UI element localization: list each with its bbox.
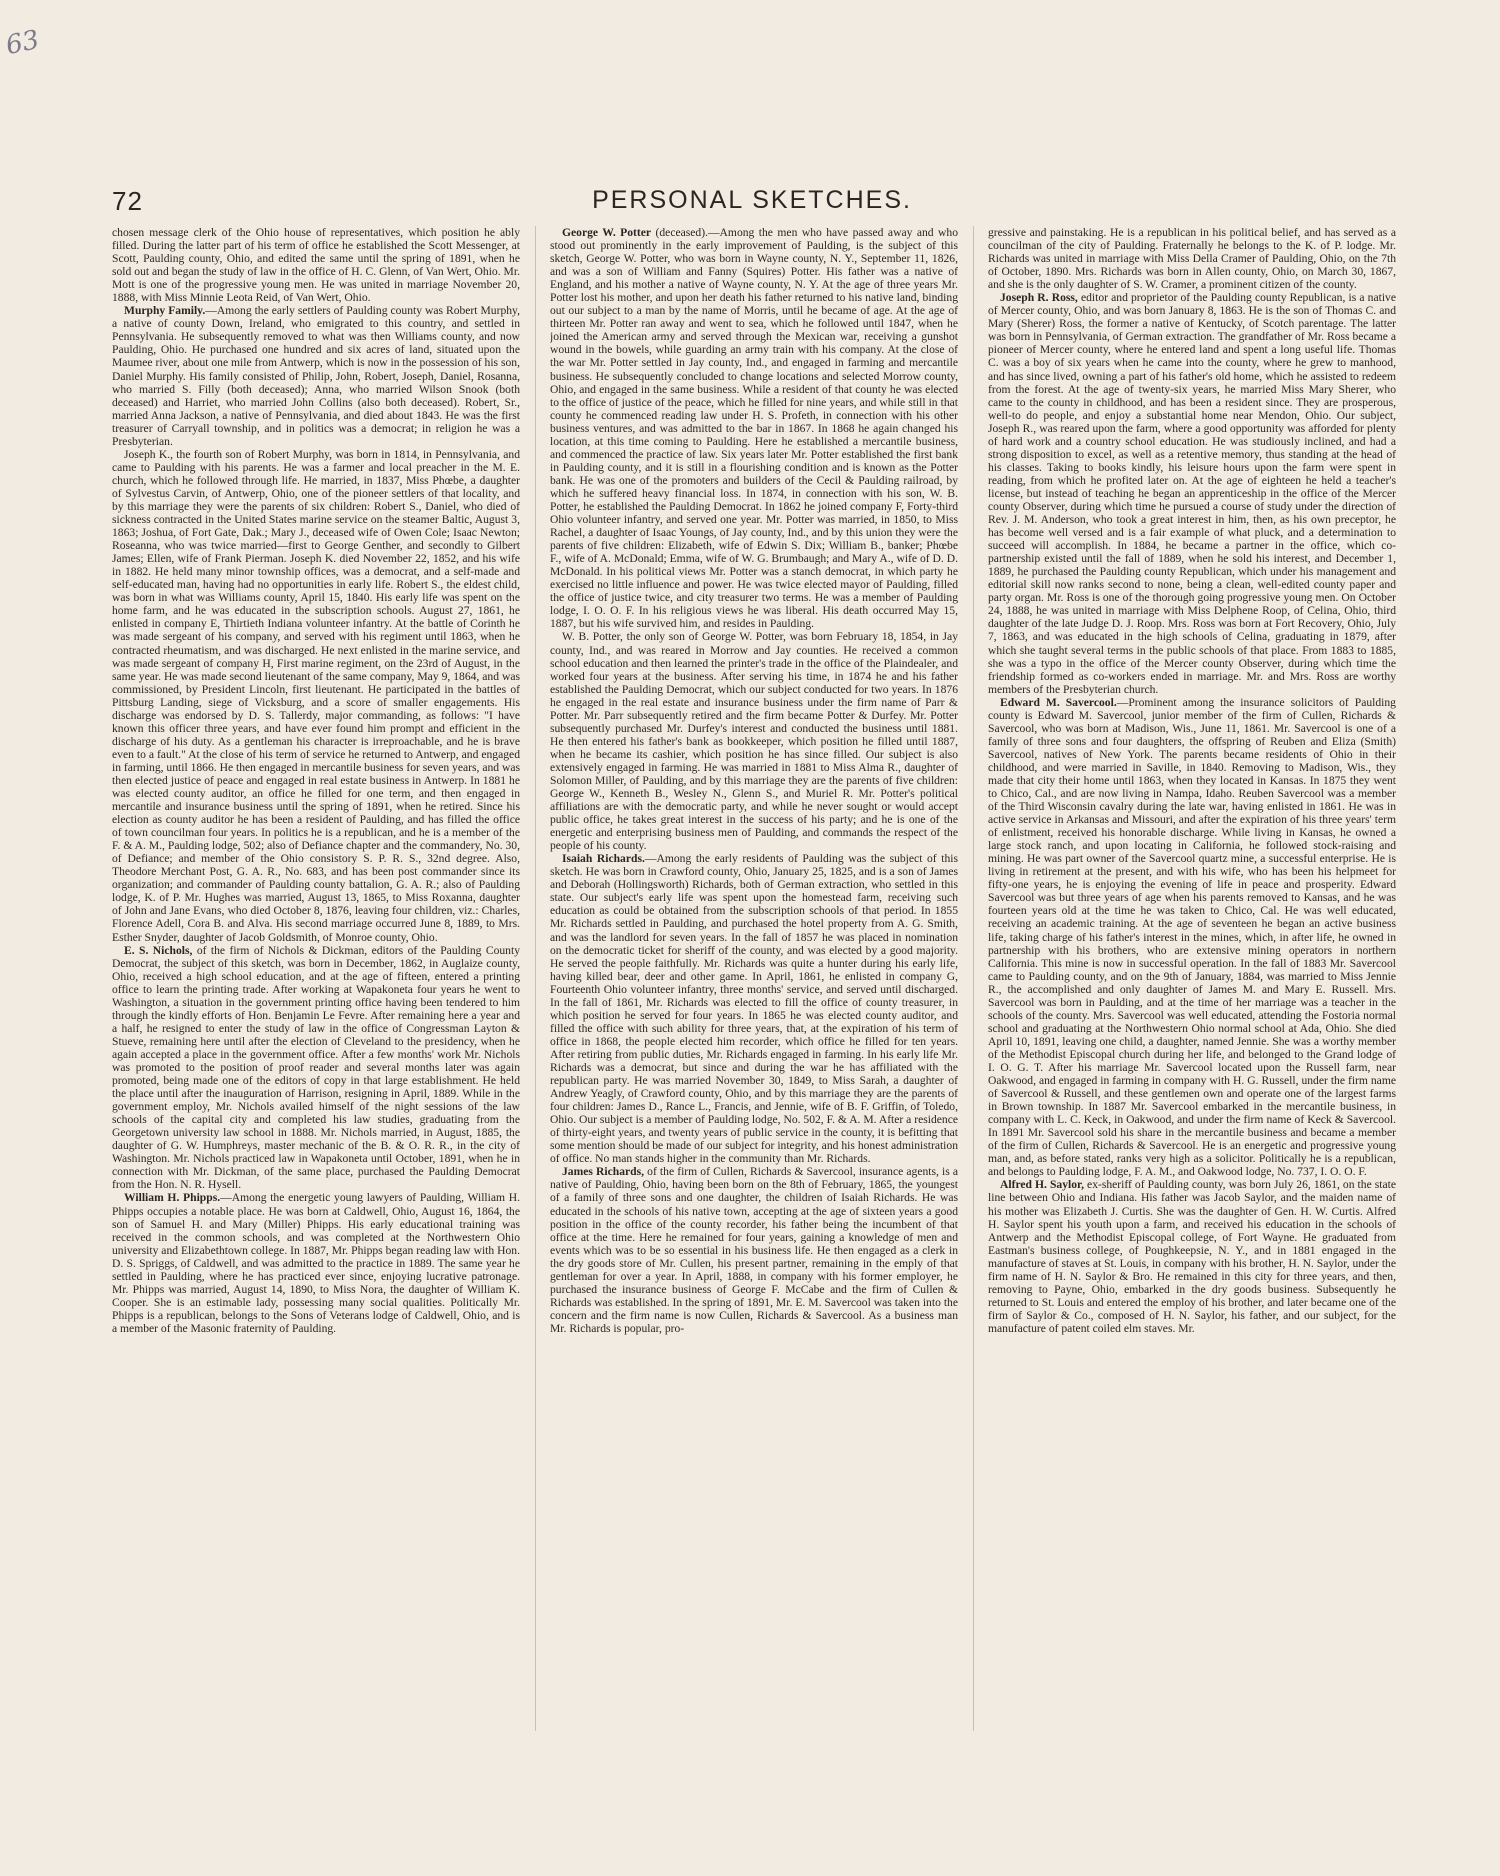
sketch-text: —Among the early residents of Paulding was the subject of this sketch. He was born in Crawford county, Ohio, January 25, 1825, and is a son of James and Deborah (Hollingsworth) Richards, both of German extraction, who settled in this state. Our subject's early life was spent upon the homestead farm, receiving such education as could be obtained from the subscription schools of that period. In 1855 Mr. Richards settled in Paulding, and purchased the hotel property from A. G. Smith, and was the landlord for seven years. In the fall of 1857 he was placed in nomination on the democratic ticket for sheriff of the county, and was elected by a good majority. He served the people faithfully. Mr. Richards was quite a hunter during his early life, having killed bear, deer and other game. In April, 1861, he enlisted in company G, Fourteenth Ohio volunteer infantry, three months' service, and served until discharged. In the fall of 1861, Mr. Richards was elected to fill the office of county treasurer, in which position he served for four years. In 1865 he was elected county auditor, and filled the office with such ability for three years, that, at the expiration of his term of office in 1868, the people elected him recorder, which office he filled for ten years. After retiring from public duties, Mr. Richards engaged in farming. In his early life Mr. Richards was a democrat, but since and during the war he has affiliated with the republican party. He was married November 30, 1849, to Miss Sarah, a daughter of Andrew Yeagly, of Crawford county, Ohio, and by this marriage they are the parents of four children: James D., Rance L., Francis, and Jennie, wife of B. F. Griffin, of Toledo, Ohio. Our subject is a member of Paulding lodge, No. 502, F. & A. M. After a residence of thirty-eight years, and twenty years of public service in the county, it is befitting that some mention should be made of our subject for integrity, and his honest administration of office. No man stands higher in the community than Mr. Richards. (550, 852, 958, 1166)
sketch-text: —Prominent among the insurance solicitors of Paulding county is Edward M. Savercool, junior member of the firm of Cullen, Richards & Savercool, who was born at Madison, Wis., June 11, 1861. Mr. Savercool is one of a family of three sons and four daughters, the offspring of Reuben and Eliza (Smith) Savercool, natives of New York. The parents became residents of Ohio in their childhood, and were married in Saville, in 1840. Removing to Madison, Wis., they made that city their home until 1863, when they located in Kansas. In 1875 they went to Chico, Cal., and are now living in Nampa, Idaho. Reuben Savercool was a member of the Third Wisconsin cavalry during the late war, having enlisted in 1861. He was in active service in Arkansas and Missouri, and after the expiration of his three years' term of enlistment, received his honorable discharge. While living in Kansas, he owned a large stock ranch, and upon locating in California, he followed stock-raising and mining. He was part owner of the Savercool quartz mine, a successful enterprise. He is living in retirement at the present, and with his wife, who has been his helpmeet for fifty-one years, he is enjoying the evening of life in peace and prosperity. Edward Savercool was but three years of age when his parents removed to Kansas, and he was fourteen years old at the time he was taken to Chico, Cal. He was well educated, receiving an academic training. At the age of seventeen he began an active business life, taking charge of his father's interest in the mines, which, in after life, he owned in partnership with his brothers, who are extensive mining operators in northern California. This mine is now in successful operation. In the fall of 1883 Mr. Savercool came to Paulding county, and on the 9th of January, 1884, was married to Miss Jennie R., the accomplished and only daughter of James M. and Mary E. Russell. Mrs. Savercool was born in Paulding, and at the time of her marriage was a teacher in the schools of the county. Mrs. Savercool was well educated, attending the Fostoria normal school and graduating at the Northwestern Ohio normal school at Ada, Ohio. She died April 10, 1891, leaving one child, a daughter, named Jennie. She was a worthy member of the Methodist Episcopal church during her life, and belonged to the Grand lodge of I. O. G. T. After his marriage Mr. Savercool located upon the Russell farm, near Oakwood, and engaged in farming in company with H. G. Russell, under the firm name of Savercool & Russell, and these gentlemen own and operate one of the largest farms in Brown township. In 1887 Mr. Savercool embarked in the mercantile business, in company with L. C. Keck, in Oakwood, and under the firm name of Keck & Savercool. In 1891 Mr. Savercool sold his share in the mercantile business and became a member of the firm of Cullen, Richards & Savercool. He is an energetic and progressive young man, and, as before stated, ranks very high as a solicitor. Politically he is a republican, and belongs to Paulding lodge, F. A. M., and Oakwood lodge, No. 737, I. O. O. F. (988, 695, 1396, 1179)
sketch-paragraph (550, 226, 958, 630)
sketch-text: —Among the early settlers of Paulding county was Robert Murphy, a native of county Down, Ireland, who emigrated to this country, and settled in Pennsylvania. He subsequently removed to what was then Williams county, and now Paulding, Ohio. He purchased one hundred and six acres of land, situated upon the Maumee river, about one mile from Antwerp, which is now in the possession of his son, Daniel Murphy. His family consisted of Philip, John, Robert, Joseph, Daniel, Rosanna, who married S. Filly (both deceased); Anna, who married Wilson Snook (both deceased) and Harriet, who married John Collins (also both deceased). Robert, Sr., married Anna Jackson, a native of Pennsylvania, and died about 1843. He was the first treasurer of Carryall township, and in politics was a democrat; in religion he was a Presbyterian. (112, 304, 520, 448)
sketch-paragraph (112, 304, 520, 448)
sketch-text: —Among the energetic young lawyers of Paulding, William H. Phipps occupies a notable place. He was born at Caldwell, Ohio, August 16, 1864, the son of Samuel H. and Mary (Miller) Phipps. His early educational training was received in the common schools, and was completed at the Northwestern Ohio university and Elizabethtown college. In 1887, Mr. Phipps began reading law with Hon. D. S. Spriggs, of Caldwell, and was admitted to the practice in 1889. The same year he settled in Paulding, where he has practiced ever since, enjoying lucrative patronage. Mr. Phipps was married, August 14, 1890, to Miss Nora, the daughter of William K. Cooper. She is an estimable lady, possessing many social qualities. Politically Mr. Phipps is a republican, belongs to the Sons of Veterans lodge of Caldwell, Ohio, and is a member of the Masonic fraternity of Paulding. (112, 1191, 520, 1335)
sketch-subject-name: James Richards, (562, 1165, 645, 1179)
column-divider (973, 226, 974, 1731)
sketch-subject-name: William H. Phipps. (124, 1191, 221, 1205)
sketch-paragraph (550, 1165, 958, 1335)
column-divider (535, 226, 536, 1731)
sketch-text: (deceased).—Among the men who have passed away and who stood out prominently in the early improvement of Paulding, is the subject of this sketch, George W. Potter, who was born in Wayne county, N. Y., September 11, 1826, and was a son of William and Fanny (Squires) Potter. His father was a native of England, and his mother a native of Wayne county, N. Y. At the age of three years Mr. Potter lost his mother, and upon her death his father returned to his native land, binding out our subject to a man by the name of Morris, until he became of age. At the age of thirteen Mr. Potter ran away and went to sea, which he followed until 1847, when he joined the American army and served through the Mexican war, receiving a gunshot wound in the bowels, while guarding an army train with his company. At the close of the war Mr. Potter settled in Jay county, Ind., and engaged in farming and mercantile business. He subsequently concluded to change locations and selected Morrow county, Ohio, and engaged in the same business. While a resident of that county he was elected to the office of justice of the peace, which he filled for nine years, and while still in that county he commenced reading law under H. S. Profeth, in connection with his other business ventures, and was admitted to the bar in 1867. In 1868 he again changed his location, at this time coming to Paulding. Here he established a mercantile business, and commenced the practice of law. Six years later Mr. Potter established the first bank in Paulding county, and it is still in a flourishing condition and is known as the Potter bank. He was one of the promoters and builders of the Cecil & Paulding railroad, by which he suffered heavy financial loss. In 1874, in connection with his son, W. B. Potter, he established the Paulding Democrat. In 1862 he joined company F, Forty-third Ohio volunteer infantry, and served one year. Mr. Potter was married, in 1850, to Miss Rachel, a daughter of Isaac Youngs, of Jay county, Ind., and by this union they were the parents of five children: Elizabeth, wife of Edwin S. Dix; William B., banker; Phœbe F., wife of A. McDonald; Emma, wife of W. G. Brumbaugh; and Mary A., wife of D. D. McDonald. In his political views Mr. Potter was a stanch democrat, in which party he exercised no little influence and power. He was twice elected mayor of Paulding, filled the office of justice twice, and city treasurer two terms. He was a member of Paulding lodge, I. O. O. F. In his religious views he was liberal. His death occurred May 15, 1887, but his wife survived him, and resides in Paulding. (550, 226, 958, 631)
text-columns (112, 226, 1396, 1731)
sketch-paragraph (112, 1191, 520, 1335)
sketch-subject-name: Alfred H. Saylor, (1000, 1178, 1085, 1192)
sketch-text: chosen message clerk of the Ohio house of representatives, which position he ably filled. During the latter part of his term of office he established the Scott Messenger, at Scott, Paulding county, Ohio, and edited the same until the spring of 1891, when he sold out and began the study of law in the office of H. C. Glenn, of Van Wert, Ohio. Mr. Mott is one of the progressive young men. He was united in marriage November 20, 1888, with Miss Minnie Leota Reid, of Van Wert, Ohio. (112, 226, 520, 305)
sketch-paragraph (550, 852, 958, 1165)
sketch-paragraph (112, 944, 520, 1192)
sketch-text: gressive and painstaking. He is a republican in his political belief, and has served as a councilman of the city of Paulding. Fraternally he belongs to the K. of P. lodge. Mr. Richards was united in marriage with Miss Della Cramer of Paulding, Ohio, on the 7th of October, 1890. Mrs. Richards was born in Allen county, Ohio, on March 30, 1867, and she is the only daughter of S. W. Cramer, a prominent citizen of the county. (988, 226, 1396, 292)
sketch-paragraph (988, 696, 1396, 1179)
sketch-subject-name: Joseph R. Ross, (1000, 291, 1078, 305)
sketch-paragraph (988, 291, 1396, 695)
sketch-paragraph (112, 448, 520, 944)
sketch-paragraph (988, 226, 1396, 291)
column-left (112, 226, 520, 1731)
sketch-text: W. B. Potter, the only son of George W. Potter, was born February 18, 1854, in Jay county, Ind., and was reared in Morrow and Jay counties. He received a common school education and then learned the printer's trade in the office of the Plaindealer, and worked four years at the business. After serving his time, in 1874 he and his father established the Paulding Democrat, which our subject conducted for two years. In 1876 he engaged in the real estate and insurance business under the firm name of Parr & Potter. Mr. Parr subsequently retired and the firm became Potter & Durfey. Mr. Potter subsequently purchased Mr. Durfey's interest and conducted the business until 1881. He then entered his father's bank as bookkeeper, which position he filled until 1887, when he became its cashier, which position he has since filled. Our subject is also extensively engaged in farming. He was married in 1881 to Miss Alma R., daughter of Solomon Miller, of Paulding, and by this marriage they are the parents of five children: George W., Kenneth B., Wesley N., Glenn S., and Muriel R. Mr. Potter's political affiliations are with the democratic party, and while he never sought or would accept public office, he takes great interest in the success of his party; and he is one of the energetic and enterprising business men of Paulding, and commands the respect of the people of his county. (550, 630, 958, 853)
sketch-text: editor and proprietor of the Paulding county Republican, is a native of Mercer county, Ohio, and was born January 8, 1863. He is the son of Thomas C. and Mary (Sherer) Ross, the former a native of Kentucky, of Scotch parentage. The latter was born in Pennsylvania, of German extraction. The grandfather of Mr. Ross became a pioneer of Mercer county, where he entered land and spent a long useful life. Thomas C. was a boy of six years when he came into the county, where he grew to manhood, and has since lived, owning a part of his father's old home, which he assisted to redeem from the forest. At the age of twenty-six years, he married Miss Mary Sherer, who came to the county in childhood, and has been a resident since. They are prosperous, well-to do people, and enjoy a substantial home near Mendon, Ohio. Our subject, Joseph R., was reared upon the farm, where a good opportunity was afforded for plenty of hard work and a country school education. He was studiously inclined, and had a strong disposition to excel, as well as a retentive memory, thus standing at the head of his classes. Taking to books kindly, his leisure hours upon the farm were spent in reading, from which he profited later on. At the age of eighteen he held a teacher's license, but instead of teaching he began an apprenticeship in the office of the Mercer county Observer, during which time he pursued a course of study under the direction of Rev. J. M. Anderson, who took a great interest in him, then, as his own preceptor, he has become well versed and is a fair example of what pluck, and a determination to succeed will accomplish. In 1884, he became a partner in the office, which co-partnership existed until the fall of 1889, when he sold his interest, and December 1, 1889, he purchased the Paulding county Republican, which under his management and editorial skill now ranks second to none, being a clean, well-edited county paper and party organ. Mr. Ross is one of the thorough going progressive young men. On October 24, 1888, he was united in marriage with Miss Delphene Roop, of Celina, Ohio, third daughter of the late Judge D. J. Roop. Mrs. Ross was born at Fort Recovery, Ohio, July 7, 1863, and was educated in the high schools of Celina, graduating in 1879, after which she taught several terms in the public schools of that place. From 1883 to 1885, she was a typo in the office of the Mercer county Observer, during which time the friendship formed as co-workers ended in marriage. Mr. and Mrs. Ross are worthy members of the Presbyterian church. (988, 291, 1396, 696)
sketch-text: ex-sheriff of Paulding county, was born July 26, 1861, on the state line between Ohio and Indiana. His father was Jacob Saylor, and the maiden name of his mother was Elizabeth J. Curtis. She was the daughter of Gen. H. W. Curtis. Alfred H. Saylor spent his youth upon a farm, and received his education in the schools of Antwerp and the Methodist Episcopal college, of Fort Wayne. He graduated from Eastman's business college, of Poughkeepsie, N. Y., and in 1881 engaged in the manufacture of staves at St. Louis, in company with his brother, H. N. Saylor, under the firm name of H. N. Saylor & Bro. He remained in this city for three years, and then, removing to Payne, Ohio, embarked in the dry goods business. Subsequently he returned to St. Louis and entered the employ of his brother, and later became one of the firm of Saylor & Co., composed of H. N. Saylor, his father, and our subject, for the manufacture of patent coiled elm staves. Mr. (988, 1178, 1396, 1335)
pencil-page-mark: 63 (3, 24, 42, 62)
sketch-text: of the firm of Cullen, Richards & Savercool, insurance agents, is a native of Paulding, Ohio, having been born on the 8th of February, 1865, the youngest of a family of three sons and one daughter, the children of Isaiah Richards. He was educated in the schools of his native town, accepting at the age of sixteen years a good position in the office of the county recorder, his father being the incumbent of that office at the time. Here he remained for four years, gaining a knowledge of men and events which was to be so essential in his business life. He then engaged as a clerk in the dry goods store of Mr. Cullen, his present partner, remaining in the emply of that gentleman for over a year. In April, 1888, in company with his former employer, he purchased the insurance business of George F. McCabe and the firm of Cullen & Richards was established. In the spring of 1891, Mr. E. M. Savercool was taken into the concern and the firm name is now Cullen, Richards & Savercool. As a business man Mr. Richards is popular, pro- (550, 1165, 958, 1335)
sketch-paragraph (112, 226, 520, 304)
sketch-subject-name: George W. Potter (562, 226, 652, 239)
page-header (112, 186, 1392, 226)
sketch-paragraph (988, 1178, 1396, 1335)
column-right (988, 226, 1396, 1731)
column-middle (550, 226, 958, 1731)
sketch-text: Joseph K., the fourth son of Robert Murphy, was born in 1814, in Pennsylvania, and came to Paulding with his parents. He was a farmer and local preacher in the M. E. church, which he followed through life. He married, in 1837, Miss Phœbe, a daughter of Sylvestus Carvin, of Antwerp, Ohio, one of the pioneer settlers of that locality, and by this marriage they were the parents of six children: Robert S., Daniel, who died of sickness contracted in the United States marine service on the steamer Baltic, August 3, 1863; Joshua, of Fort Gate, Dak.; Mary J., deceased wife of Owen Cole; Isaac Newton; Roseanna, who was twice married—first to George Genther, and secondly to Gilbert James; Ellen, wife of Frank Pierman. Joseph K. died November 22, 1852, and his wife in 1882. He held many minor township offices, was a democrat, and a self-made and self-educated man, having had no opportunities in early life. Robert S., the eldest child, was born in what was Williams county, April 15, 1840. His early life was spent on the home farm, and he was educated in the subscription schools. August 27, 1861, he enlisted in company E, Thirtieth Indiana volunteer infantry. At the battle of Corinth he was made sergeant of his company, and served with his regiment until 1863, when he contracted rheumatism, and was discharged. He next enlisted in the marine service, and was made sergeant of company H, First marine regiment, on the 23rd of August, in the same year. He was made second lieutenant of the same company, May 9, 1864, and was commissioned, by President Lincoln, first lieutenant. He participated in the battles of Pittsburg Landing, siege of Vicksburg, and a score of smaller engagements. His discharge was endorsed by D. S. Tallerdy, major commanding, as follows: "I have known this officer three years, and have ever found him prompt and efficient in the discharge of his duty. As a gentleman his character is irreproachable, and he is brave even to a fault." At the close of his term of service he returned to Antwerp, and engaged in farming, until 1866. He then engaged in mercantile business for seven years, and was then elected justice of peace and engaged in real estate business in Antwerp. In 1881 he was elected county auditor, an office he filled for one term, and then engaged in mercantile and insurance business until the spring of 1891, when he retired. Since his election as county auditor he has been a resident of Paulding, and has filled the office of town councilman four years. In politics he is a republican, and he is a member of the F. & A. M., Paulding lodge, 502; also of Defiance chapter and the commandery, No. 30, of Defiance; and member of the Ohio consistory S. P. R. S., 32nd degree. Also, Theodore Merchant Post, G. A. R., No. 683, and has been post commander since its organization; and commander of Paulding county battalion, G. A. R.; also of Paulding lodge, K. of P. Mr. Hughes was married, August 13, 1865, to Miss Roxanna, daughter of John and Jane Evans, who died October 8, 1876, leaving four children, viz.: Charles, Florence Adell, Cora B. and Alva. His second marriage occurred June 8, 1889, to Mrs. Esther Snyder, daughter of Jacob Goldsmith, of Monroe county, Ohio. (112, 447, 520, 944)
sketch-subject-name: E. S. Nichols, (124, 943, 193, 957)
sketch-subject-name: Isaiah Richards. (562, 852, 645, 866)
sketch-text: of the firm of Nichols & Dickman, editors of the Paulding County Democrat, the subject of this sketch, was born in December, 1862, in Auglaize county, Ohio, received a high school education, and at the age of fifteen, entered a printing office to learn the printing trade. After working at Wapakoneta four years he went to Washington, a situation in the government printing office having been tendered to him through the kindly efforts of Hon. Benjamin Le Fevre. After remaining here a year and a half, he resigned to enter the study of law in the office of Congressman Layton & Stueve, remaining here until after the election of Cleveland to the presidency, when he again accepted a place in the government office. After a few months' work Mr. Nichols was promoted to the position of proof reader and several months later was again promoted, being made one of the editors of copy in that large establishment. He held the place until after the inauguration of Harrison, resigning in April, 1889. While in the government employ, Mr. Nichols availed himself of the night sessions of the law schools of the capital city and completed his law studies, graduating from the Georgetown university law school in 1888. Mr. Nichols married, in August, 1885, the daughter of G. W. Humphreys, master mechanic of the B. & O. R. R., in the city of Washington. Mr. Nichols practiced law in Wapakoneta until October, 1891, when he in connection with Mr. Dickman, of the same place, purchased the Paulding Democrat from the Hon. N. R. Hysell. (112, 943, 520, 1192)
page-number: 72 (112, 186, 143, 216)
sketch-subject-name: Edward M. Savercool. (1000, 695, 1117, 709)
sketch-subject-name: Murphy Family. (124, 304, 206, 318)
running-head: PERSONAL SKETCHES. (592, 186, 912, 214)
sketch-paragraph (550, 630, 958, 852)
